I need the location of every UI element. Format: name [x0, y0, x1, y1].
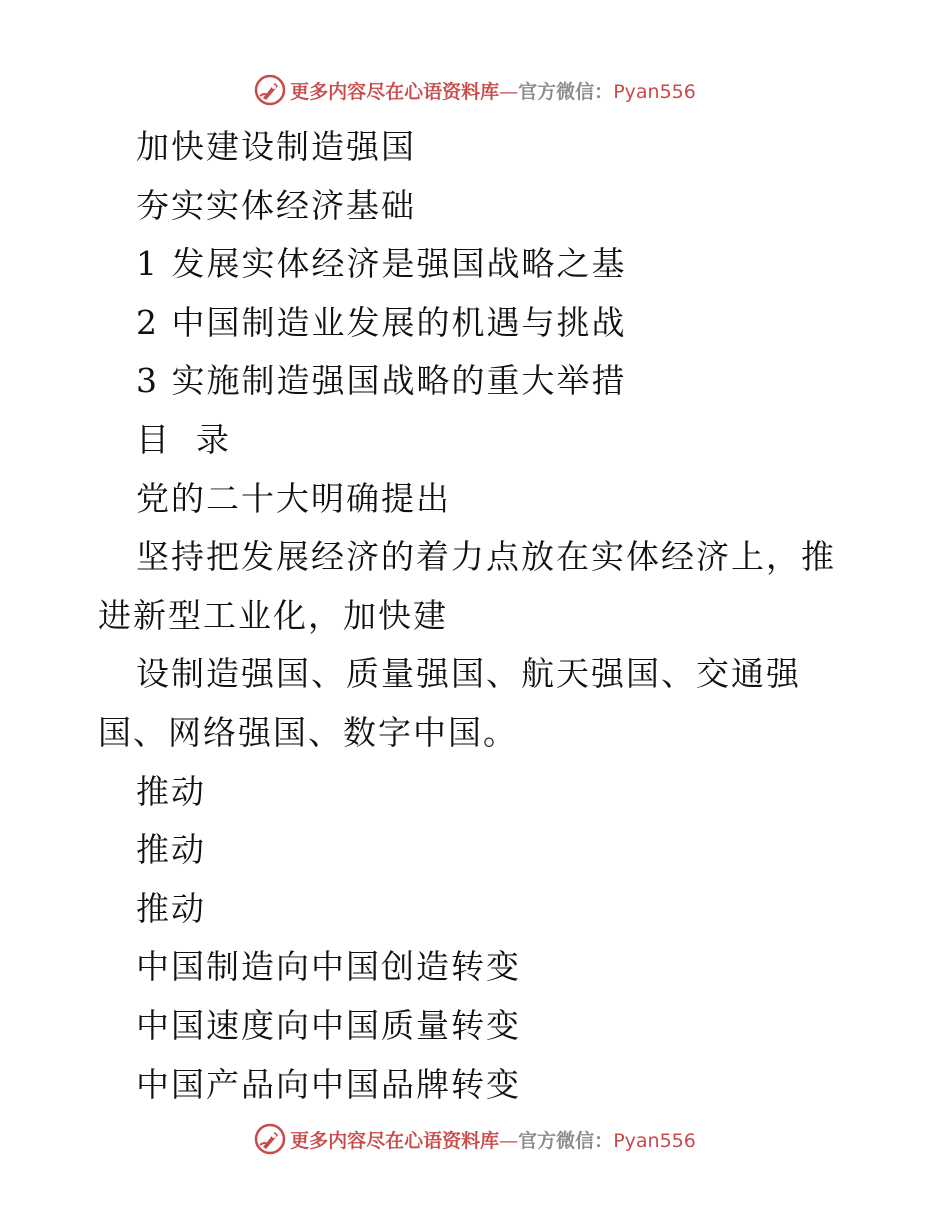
header-watermark [0, 70, 950, 110]
paragraph-quote-part1: 坚持把发展经济的着力点放在实体经济上，推进新型工业化，加快建 [98, 537, 836, 635]
paragraph-push-1: 推动 [136, 771, 206, 811]
watermark-main-text: 更多内容尽在心语资料库 [290, 80, 500, 103]
paragraph-intro: 党的二十大明确提出 [136, 478, 451, 518]
paragraph-push-2: 推动 [136, 830, 206, 870]
watermark-main-text: 更多内容尽在心语资料库 [290, 1129, 500, 1152]
watermark-handle: Pyan556 [613, 1129, 696, 1152]
toc-item-3: 3 实施制造强国战略的重大举措 [136, 361, 627, 401]
pen-nib-logo-icon [254, 1123, 286, 1155]
heading-subtitle: 夯实实体经济基础 [136, 185, 416, 225]
toc-item-1: 1 发展实体经济是强国战略之基 [136, 244, 627, 284]
document-body [98, 118, 858, 1114]
paragraph-push-3: 推动 [136, 888, 206, 928]
heading-title: 加快建设制造强国 [136, 127, 416, 166]
footer-watermark [0, 1119, 950, 1159]
toc-heading: 目 录 [136, 419, 231, 459]
watermark-handle: Pyan556 [613, 80, 696, 103]
watermark-text [290, 1126, 696, 1153]
watermark-separator: — [499, 1129, 519, 1152]
watermark-official-label: 官方微信： [518, 1129, 614, 1152]
paragraph-shift-1: 中国制造向中国创造转变 [136, 947, 521, 987]
paragraph-shift-2: 中国速度向中国质量转变 [136, 1005, 521, 1045]
paragraph-shift-3: 中国产品向中国品牌转变 [136, 1064, 521, 1104]
toc-item-2: 2 中国制造业发展的机遇与挑战 [136, 302, 627, 342]
pen-nib-logo-icon [254, 74, 286, 106]
watermark-separator: — [499, 80, 519, 103]
watermark-text [290, 77, 696, 104]
watermark-official-label: 官方微信： [518, 80, 614, 103]
paragraph-quote-part2: 设制造强国、质量强国、航天强国、交通强国、网络强国、数字中国。 [98, 654, 801, 752]
